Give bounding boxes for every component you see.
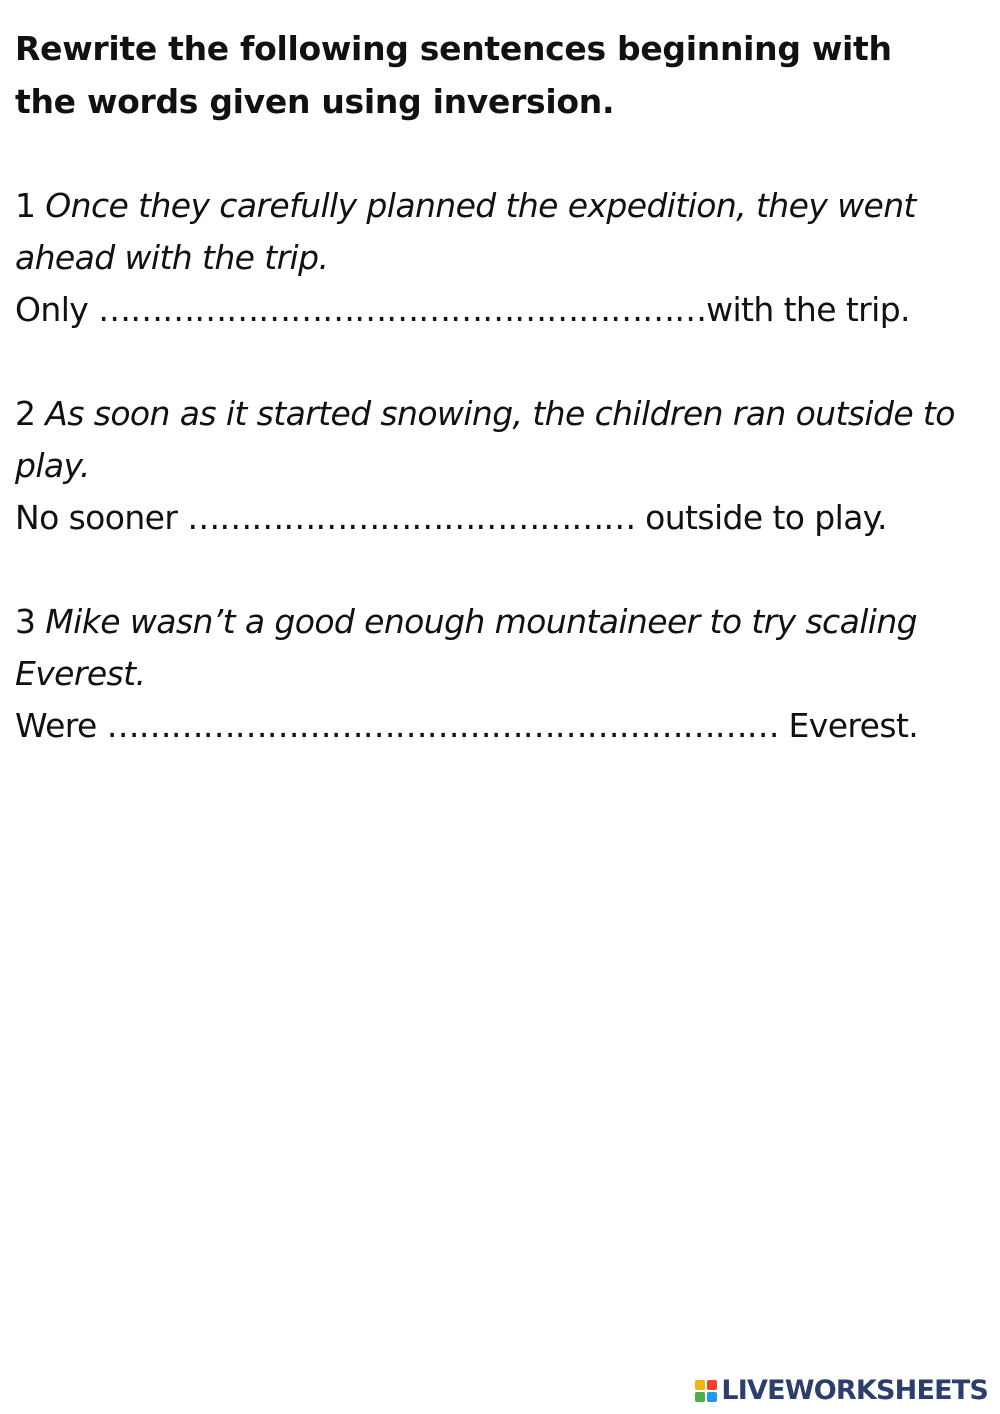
worksheet: [15, 22, 980, 804]
answer-end: with the trip.: [706, 290, 910, 329]
exercise-sentence: [15, 180, 980, 284]
logo-square-4: [707, 1392, 717, 1402]
answer-line: [15, 700, 980, 752]
answer-blank[interactable]: …………………………………………………: [98, 290, 707, 329]
exercise-number: 2: [15, 394, 36, 433]
answer-blank[interactable]: ………………………………………………………: [106, 706, 779, 745]
logo-brand-text: LIVEWORKSHEETS: [721, 1375, 988, 1406]
liveworksheets-logo-icon: [695, 1380, 717, 1402]
exercise-number: 3: [15, 602, 36, 641]
answer-start: No sooner: [15, 498, 178, 537]
logo-square-1: [695, 1380, 705, 1390]
instructions-line-2: the words given using inversion.: [15, 82, 615, 121]
answer-line: [15, 284, 980, 336]
exercise-sentence-text: Once they carefully planned the expedition, they went ahead with the trip.: [15, 186, 916, 277]
exercise-sentence: [15, 388, 980, 492]
answer-start: Were: [15, 706, 97, 745]
logo-square-3: [695, 1392, 705, 1402]
liveworksheets-logo: [695, 1375, 988, 1406]
instructions-line-1: Rewrite the following sentences beginning with: [15, 29, 892, 68]
answer-start: Only: [15, 290, 89, 329]
answer-end: Everest.: [788, 706, 919, 745]
exercise-sentence: [15, 596, 980, 700]
logo-square-2: [707, 1380, 717, 1390]
answer-end: outside to play.: [645, 498, 887, 537]
instructions: [15, 22, 980, 128]
exercise-1: [15, 180, 980, 336]
answer-line: [15, 492, 980, 544]
exercise-3: [15, 596, 980, 752]
exercise-sentence-text: As soon as it started snowing, the children ran outside to play.: [15, 394, 955, 485]
exercise-number: 1: [15, 186, 36, 225]
exercise-2: [15, 388, 980, 544]
answer-blank[interactable]: ……………………………………: [187, 498, 636, 537]
exercise-sentence-text: Mike wasn’t a good enough mountaineer to try scaling Everest.: [15, 602, 918, 693]
